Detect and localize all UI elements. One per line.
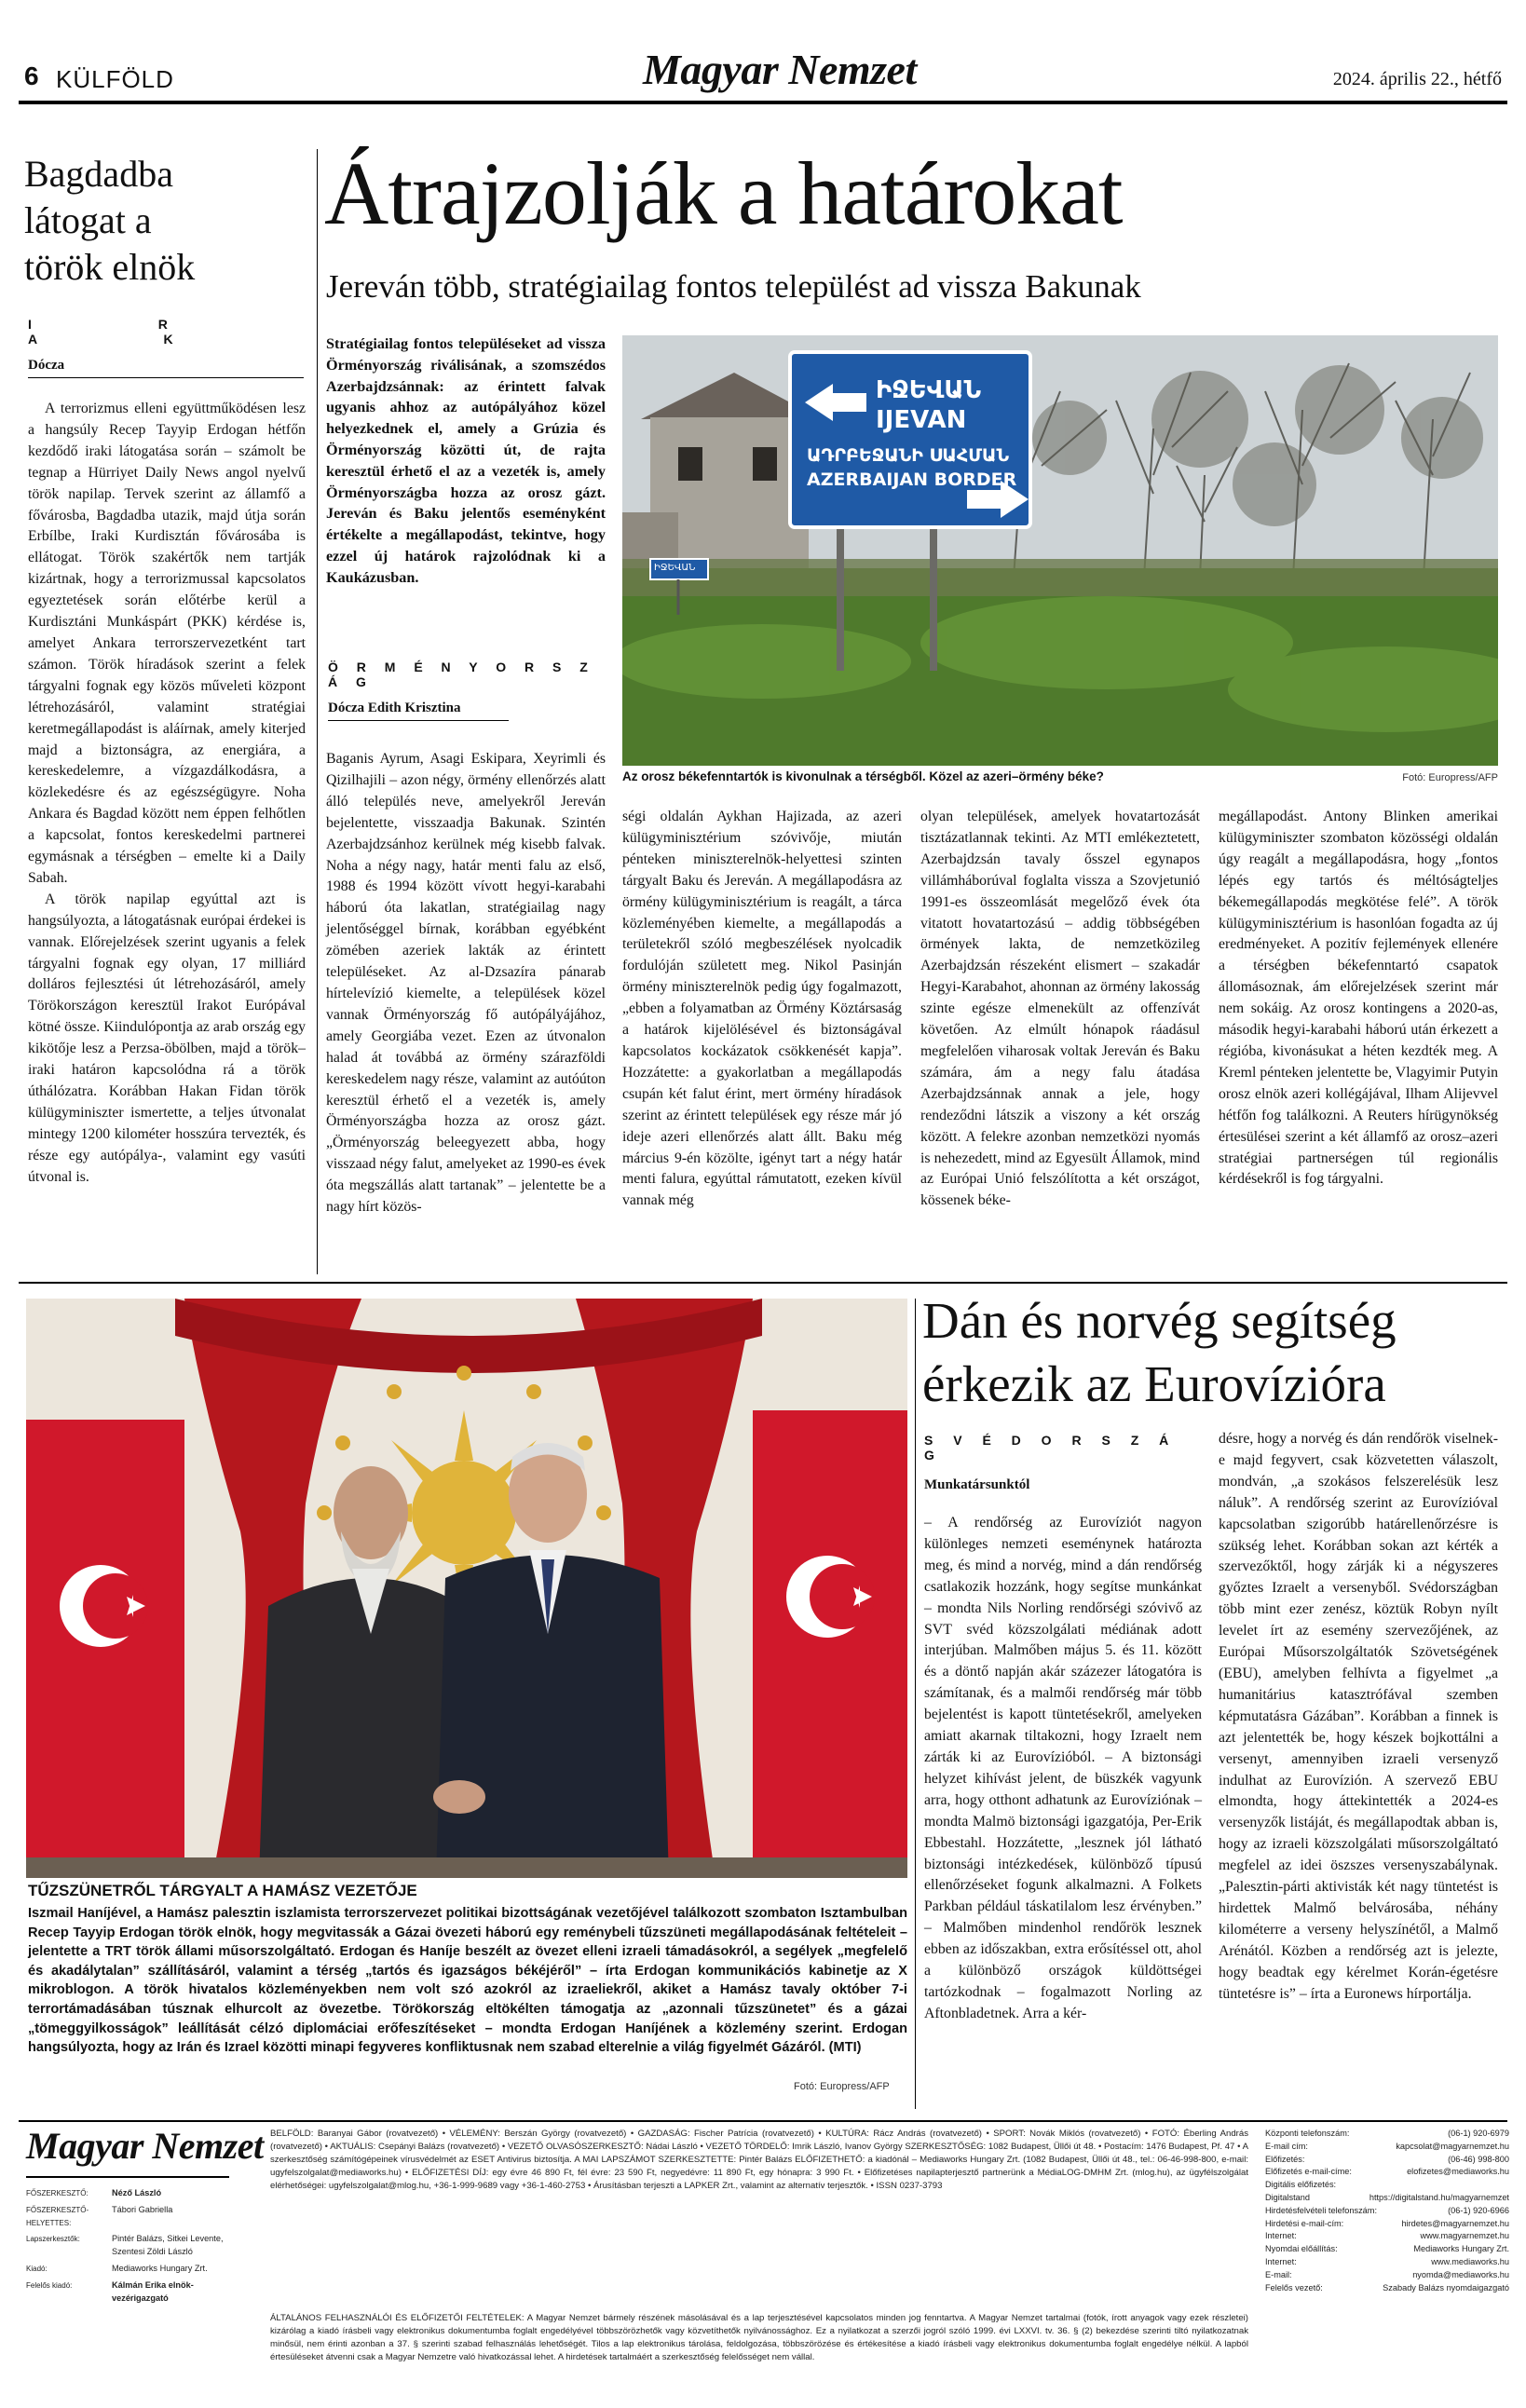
role-label: FŐSZERKESZTŐ: — [26, 2189, 89, 2197]
contact-row — [1265, 2166, 1509, 2179]
sign-photo-scene — [622, 335, 1498, 766]
role-value: Mediaworks Hungary Zrt. — [112, 2263, 208, 2273]
sign-photo-caption: Az orosz békefenntartók is kivonulnak a térségből. Közel az azeri–örmény béke? — [622, 769, 1104, 783]
photo-scene — [26, 1299, 907, 1878]
contact-label: Központi telefonszám: — [1265, 2129, 1350, 2138]
contact-row — [1265, 2269, 1509, 2282]
mid-rule — [19, 1282, 1507, 1284]
euro-divider — [915, 1299, 916, 2109]
contact-label: Internet: — [1265, 2256, 1297, 2266]
page-number: 6 — [24, 61, 39, 90]
imprint-role — [26, 2204, 250, 2230]
imprint-rule — [19, 2120, 1507, 2122]
sign-line1-latin: IJEVAN — [876, 406, 967, 434]
sidebar-paragraph: A terrorizmus elleni együttműködésen lesz a hangsúly Recep Tayyip Erdogan hétfőn kezdődő iraki látogatása során – számolt be tegnap a Hürriyet Daily News angol nyelvű török napilap. Tervek szerint az államfő a fővárosba, Bagdadba utazik, majd útja során Erbílbe, Iraki Kurdisztán fővárosába is ellátogat. Török szakértők nem tartják kizártnak, hogy a terrorizmussal kapcsolatos egyeztetések során előtérbe kerül a Kurdisztáni Munkáspárt (PKK) kérdése is, amelyet Ankara terrorszervezetként tart számon. Török híradások szerint a felek tárgyalni fognak egy közös műveleti központ létrehozásáról, valamint stratégiai keretmegállapodást is aláírnak, amely kiterjed majd a biztonságra, az energiára, a kereskedelemre, a vízgazdálkodásra, a közlekedésre és az egészségügyre. Noha Ankara és Bagdad között nem éppen felhőtlen a kapcsolat, fontos kereskedelmi partnerei egymásnak a térségben – emelte ki a Daily Sabah. — [28, 401, 306, 886]
main-column-1: Baganis Ayrum, Asagi Eskipara, Xeyrimli és Qizilhajili – azon négy, örmény ellenőrzés alatt álló település neve, amelyekről Jereván bejelentette, visszaadja Bakunak. Szintén Azerbajdzsánhoz kerülnek még kisebb falvak. Noha a négy nagy, határ menti falu az első, 1988 és 1994 között vívott hegyi-karabahi háború óta lakatlan, stratégiailag nagy jelentőséggel bírnak, korábban egyébként zömében azeriek lakták az érintett településeket. Az al-Dzsazíra pánarab hírtelevízió kiemelte, a települések közel vannak Örményország fő autópályájához, amely Georgiába vezet. Ezen az útvonalon halad át továbbá az örmény szárazföldi kereskedelem nagy része, valamint az autóúton keresztül érhető el a vezeték is, amely Örményországba hozza az orosz gázt. „Örményország beleegyezett abba, hogy visszaad négy falut, amelyeket az 1990-es évek óta megszállás alatt tartanak” – jelentette be a nagy hírt közös- — [326, 751, 606, 1216]
euro-byline: Munkatársunktól — [924, 1477, 1030, 1492]
contact-value: hirdetes@magyarnemzet.hu — [1401, 2218, 1509, 2228]
issue-date: 2024. április 22., hétfő — [1332, 69, 1502, 89]
sign-line2-armenian: ԱԴՐԲԵՋԱՆԻ ՍԱՀՄԱՆ — [807, 445, 1010, 466]
contact-label: Előfizetés e-mail-címe: — [1265, 2167, 1352, 2177]
imprint-logo-rule — [26, 2176, 229, 2178]
contact-label: E-mail cím: — [1265, 2141, 1308, 2151]
role-value: Tábori Gabriella — [112, 2204, 173, 2214]
main-lead: Stratégiailag fontos településeket ad vissza Örményország riválisának, a szomszédos Azerbajdzsánnak: az érintett falvak ugyanis ahhoz az autópályához közel helyezkednek el, amely a Grúzia és Örményország közötti út, de rajta keresztül érhető el az a vezeték is, amely Örményországba hozza az orosz gázt. Jereván és Baku jelentős eseményként értékelte a megállapodást, tekintve, hogy ezzel új határok rajzolódnak ki a Kaukázusban. — [326, 335, 606, 586]
role-value: Néző László — [112, 2188, 162, 2197]
sidebar-byline: Dócza — [28, 358, 304, 378]
role-label: FŐSZERKESZTŐ-HELYETTES: — [26, 2205, 89, 2227]
sign-line2-latin: AZERBAIJAN BORDER — [807, 469, 1017, 490]
contact-value: (06-1) 920-6966 — [1448, 2205, 1509, 2215]
contact-row — [1265, 2218, 1509, 2231]
contact-label: Digitalstand — [1265, 2192, 1311, 2202]
contact-value: www.mediaworks.hu — [1431, 2256, 1509, 2266]
euro-headline: Dán és norvég segítség érkezik az Eurovízióra — [922, 1292, 1397, 1412]
small-sign-text: ԻՋԵՎԱՆ — [654, 563, 696, 573]
imprint-role — [26, 2279, 250, 2306]
imprint-logo: Magyar Nemzet — [26, 2125, 264, 2167]
imprint-contacts — [1265, 2128, 1509, 2294]
contact-row — [1265, 2243, 1509, 2256]
contact-label: Hirdetésfelvételi telefonszám: — [1265, 2205, 1378, 2215]
photo-story-body: Iszmail Haníjével, a Hamász palesztin iszlamista terrorszervezet politikai bizottságának vezetőjével találkozott szombaton Isztambulban Recep Tayyip Erdogan török elnök, hogy megvitassák a Gázai övezeti háború egy reménybeli tűzszüneti megállapodásának feltételeit – jelentette a TRT török állami műsorszolgáltató. Erdogan és Haníje beszélt az övezet elleni izraeli támadásokról, a segélyek „megfelelő és akadálytalan” szállításáról, valamint a térség „tartós és igazságos békéjéről” – írta Erdogan kommunikációs kabinetje az X mikroblogon. A török hivatalos közleményekben nem volt szó azokról az izraeliekről, akiket a Hamász tavaly október 7-i terrortámadásában túsznak elhurcolt az övezetbe. Törökország eltökélten támogatja az „azonnali tűzszünetet” és a gázai „tömeggyilkosságok” leállítását célzó diplomáciai erőfeszítéseket – mondta Erdogan Haníjének a közlemény szerint. Erdogan hangsúlyozta, hogy az Irán és Izrael közötti minapi fegyveres konfliktusnak nem szabad elterelnie a világ figyelmét Gázáról. (MTI) — [28, 1906, 907, 2056]
contact-value: www.magyarnemzet.hu — [1420, 2231, 1509, 2241]
sidebar-divider — [317, 149, 318, 1274]
sign-line1-armenian: ԻՋԵՎԱՆ — [876, 376, 982, 404]
role-value: Pintér Balázs, Sitkei Levente, Szentesi Zöldi László — [112, 2234, 224, 2257]
main-column-4: megállapodást. Antony Blinken amerikai külügyminiszter szombaton közösségi oldalán úgy reagált a megállapodásra, hogy „fontos lépés egy tartós és méltóságteljes békemegállapodás megkötése felé”. A török külügyminisztérium is hasonlóan fogadta az új eredményeket. A pozitív fejlemények ellenére a térségben békefenntartó csapatok állomásoznak, ám előrejelzések szerint már nem sokáig. Az orosz kontingens a 2020-as, második hegyi-karabahi háború után érkezett a régióba, kivonásukat a héten kezdték meg. A Kreml pénteken jelentette be, Vlagyimir Putyin orosz elnök azeri kollégájával, Ilham Alijevvel hétfőn fog találkozni. A Reuters hírügynökség értesülései szerint a két államfő az orosz–azeri stratégiai partnerségen túl regionális kérdésekről is fog tárgyalni. — [1219, 809, 1498, 1188]
imprint-terms: ÁLTALÁNOS FELHASZNÁLÓI ÉS ELŐFIZETŐI FELTÉTELEK: A Magyar Nemzet bármely részének másolásával és a lap terjesztésével kapcsolatos minden jog fenntartva. A Magyar Nemzet tartalmai (fotók, írott anyagok vagy ezek részletei) kizárólag a kiadó írásbeli vagy elektronikus dokumentumba foglalt engedélyével többszörözhetők vagy közvetíthetők nyilvánossághoz. Ez a nyilatkozat a szerzői jogról szóló 1999. évi LXXVI. tv. 36. § (2) bekezdése szerinti tiltó nyilatkozatnak minősül, nem érinti azonban a 37. § szerinti szabad felhasználás lehetőségét. Tilos a lap elektronikus tárolása, feldolgozása, többszörözése és értékesítése a kiadó írásbeli vagy elektronikus dokumentumba foglalt engedélye nélkül. A lapból értesüléseket átvenni csak a Magyar Nemzetre való hivatkozással lehet. A hirdetések tartalmáért a szerkesztőség felelősséget nem vállal. — [270, 2313, 1248, 2362]
contact-row — [1265, 2205, 1509, 2218]
contact-row — [1265, 2282, 1509, 2295]
euro-column-1: – A rendőrség az Eurovíziót nagyon különleges nemzeti eseménynek határozta meg, és mind a norvég, mind a dán rendőrség csatlakozik hozzánk, hogy segítse munkánkat – mondta Nils Norling rendőrségi szóvivő az SVT svéd közszolgálati médiának adott interjúban. Malmőben május 5. és 11. között és a döntő napján akár százezer látogatóra is számítanak, és a malmői rendőrség már több bejelentést is kapott tüntetésekről, amelyeken amiatt akarnak tiltakozni, hogy Izraelt nem zárták ki az Eurovízióból. – A biztonsági helyzet kihívást jelent, de büszkék vagyunk arra, hogy otthont adhatunk az Eurovíziónak – mondta Malmö biztonsági igazgatója, Per-Erik Ebbestahl. Hozzátette, „lesznek jól látható biztonsági intézkedések, különböző típusú ellenőrzéseket fogunk alkalmazni. A Folkets Parkban például táskatilalom lesz érvényben.” – Malmőben mindenhol rendőrök lesznek ebben az időszakban, extra erősítéssel ott, ahol a különböző országok küldöttségei tartózkodnak – fogalmazott Norling az Aftonbladetnek. Arra a kér- — [924, 1515, 1202, 2021]
contact-row — [1265, 2179, 1509, 2192]
main-byline: Dócza Edith Krisztina — [328, 701, 509, 721]
contact-row — [1265, 2256, 1509, 2269]
role-label: Kiadó: — [26, 2264, 48, 2273]
imprint-role — [26, 2233, 250, 2259]
main-headline: Átrajzolják a határokat — [324, 143, 1123, 243]
imprint-role — [26, 2187, 250, 2200]
main-column-3: olyan települések, amelyek hovatartozását tisztázatlannak tekinti. Az MTI emlékeztetett, Azerbajdzsán tavaly ősszel egynapos villámháborúval foglalta vissza a Szovjetunió 1991-es összeomlását megelőző évek óta vitatott hovatartozású – addig többségében örmények lakta, de nemzetközileg Azerbajdzsán részeként elismert – szakadár Hegyi-Karabahot, ahonnan az örmény lakosság szinte egésze elmenekült az offenzívát követően. Az elmúlt hónapok ráadásul megfelelően viharosak voltak Jereván és Baku számára, ám a negy falu átadása Azerbajdzsánnak annak a jele, hogy rendeződni látszik a viszony a két ország között. A felekre azonban nemzetközi nyomás is nehezedett, mind az Egyesült Államok, mind az Európai Unió felszólította a két országot, kössenek béke- — [920, 809, 1200, 1209]
contact-row — [1265, 2128, 1509, 2141]
imprint-roles — [26, 2187, 250, 2305]
header-rule — [19, 101, 1507, 104]
contact-row — [1265, 2141, 1509, 2154]
contact-label: Felelős vezető: — [1265, 2282, 1323, 2292]
contact-value: https://digitalstand.hu/magyarnemzet — [1369, 2192, 1509, 2202]
imprint-editors: BELFÖLD: Baranyai Gábor (rovatvezető) • VÉLEMÉNY: Berszán György (rovatvezető) • GAZDASÁG: Fischer Patrícia (rovatvezető) • KULTÚRA: Rácz András (rovatvezető) • SPORT: Novák Miklós (rovatvezető) • FOTÓ: Éberling András (rovatvezető) • AKTUÁLIS: Csepányi Balázs (rovatvezető) • VEZETŐ OLVASÓSZERKESZTŐ: Nádai László • VEZETŐ TÖRDELŐ: Imrik László, Ivanov György SZERKESZTŐSÉG: 1082 Budapest, Üllői út 48. • Postacím: 1476 Budapest, Pf. 47 • A szerkesztőség számítógépeinek vírusvédelmét az ESET Antivirus biztosítja. A MAI LAPSZÁMOT SZERKESZTETTE: Pintér Balázs ELŐFIZETHETŐ: a kiadónál – Mediaworks Hungary Zrt. (1082 Budapest, Üllői út 48., tel.: 06-46-998-800, e-mail: ugyfelszolgalat@mediaworks.hu) • ELŐFIZETÉSI DÍJ: egy évre 46 890 Ft, fél évre: 23 590 Ft, negyedévre: 11 890 Ft, egy hónapra: 3 990 Ft. • Előfizetéses napilapterjesztő partnerünk a MédiaLOG-DMHM Zrt. (mlog.hu), az ügyfélszolgálat elérhetőségei: ugyfelszolgalat@mlog.hu, +36-1-999-9689 vagy +36-1-460-2753 • Árusításban terjeszti a LAPKER Zrt., valamint az alternatív terjesztők. • ISSN 0237-3793 — [270, 2129, 1248, 2191]
role-label: Felelős kiadó: — [26, 2280, 73, 2290]
contact-label: Internet: — [1265, 2231, 1297, 2241]
contact-row — [1265, 2154, 1509, 2167]
ijevan-sign-photo — [622, 335, 1498, 766]
contact-value: Szabady Balázs nyomdaigazgató — [1383, 2282, 1509, 2292]
sidebar-paragraph: A török napilap egyúttal azt is hangsúlyozta, a látogatásnak európai érdekei is vannak. Előrejelzések szerint ugyanis a felek tárgyalni fognak egy olyan, 17 milliárd dolláros fejlesztési út létrehozásáról, amely Törökországon keresztül Irakot Európával kötné össze. Kiindulópontja az arab ország egy kikötője lesz a Perzsa-öbölben, majd a török–iraki határon kapcsolódna rá a török úthálózatra. Korábban Hakan Fidan török külügyminiszter ismertette, a teljes útvonalat mintegy 1200 kilométer hosszúra tervezték, és része egy autópálya-, valamint egy vasúti útvonal is. — [28, 891, 306, 1185]
contact-label: Nyomdai előállítás: — [1265, 2244, 1338, 2254]
contact-value: kapcsolat@magyarnemzet.hu — [1396, 2141, 1509, 2151]
contact-row — [1265, 2192, 1509, 2205]
euro-column-2: désre, hogy a norvég és dán rendőrök viselnek-e majd fegyvert, csak közvetetten válaszolt, mondván, „a szokásos felszerelésük lesz náluk”. A rendőrség szerint az Eurovízióval kapcsolatban szigorúbb határellenőrzésre is szükség lehet. Korábban sokan azt kérték a szervezőktől, hogy zárják ki a négyszeres győztes Izraelt a versenyből. Svédországban több mint ezer zenész, köztük Robyn nyílt levelet írt az esemény szervezőjének, az Európai Műsorszolgáltatók Szövetségének (EBU), amelyben felhívta a figyelmet „a humanitárius katasztrófával szemben képmutatásra Gázában”. Korábban a finnek is azt jelentették be, hogy készek bojkottálni a versenyt, amennyiben izraeli versenyző indulhat az Eurovízión. A szervező EBU elmondta, hogy áttekintették a 2024-es versenyzők listáját, és megállapodtak abban is, hogy az izraeli közszolgálati műsorszolgáltató megfelel az idei öszszes versenyszabálynak. „Palesztin-párti aktivisták két nagy tüntetést is hirdettek Malmő belvárosába, néhány kilométerre a verseny helyszínétől, a Malmő Arénától. Közben a rendőrség azt is jelezte, hogy beadtak egy kérelmet Korán-égetésre tüntetésre is” – írta a Euronews hírportálja. — [1219, 1431, 1498, 2002]
contact-value: Mediaworks Hungary Zrt. — [1413, 2244, 1509, 2254]
photo-story-title: TŰZSZÜNETRŐL TÁRGYALT A HAMÁSZ VEZETŐJE — [28, 1882, 417, 1899]
contact-label: Digitális előfizetés: — [1265, 2180, 1337, 2190]
contact-label: Hirdetési e-mail-cím: — [1265, 2218, 1344, 2228]
contact-value: elofizetes@mediaworks.hu — [1407, 2167, 1509, 2177]
main-column-2: ségi oldalán Aykhan Hajizada, az azeri külügyminisztérium szóvivője, miután pénteken miniszterelnök-helyettesi szinten tárgyalt Baku és Jereván. A megállapodásra az örmény külügyminisztérium is reagált, a tárca közleményében kiemelte, a megállapodás a területekről szóló megbeszélések nyolcadik fordulóján született meg. Nikol Pasinján örmény miniszterelnök pedig úgy fogalmazott, „ebben a folyamatban az Örmény Köztársaság a határok kijelölésével és biztonságával kapcsolatos kockázatok csökkenését kapja”. Hozzátette: a gyakorlatban a megállapodás csupán két falut érint, mert örmény híradások szerint az érintett települések egy része már jó ideje azeri ellenőrzés alatt állt. Baku még március 9-én közölte, igényt tart a négy határ menti falura, egyúttal rámutatott, ezeken kívül vannak még — [622, 809, 902, 1209]
contact-value: (06-1) 920-6979 — [1448, 2129, 1509, 2138]
masthead-logo: Magyar Nemzet — [643, 46, 917, 93]
role-label: Lapszerkesztők: — [26, 2235, 80, 2244]
imprint-role — [26, 2263, 250, 2276]
sidebar-body — [28, 399, 306, 1189]
contact-label: Előfizetés: — [1265, 2154, 1305, 2164]
contact-value: (06-46) 998-800 — [1448, 2154, 1509, 2164]
main-subheadline: Jereván több, stratégiailag fontos települést ad vissza Bakunak — [326, 268, 1141, 305]
photo-story-credit: Fotó: Europress/AFP — [794, 2081, 890, 2092]
erdogan-photo — [26, 1299, 907, 1878]
sidebar-headline: Bagdadba látogat a török elnök — [24, 153, 196, 288]
sidebar-rubric: I R A K — [28, 317, 235, 347]
contact-value: nyomda@mediaworks.hu — [1412, 2269, 1509, 2279]
contact-row — [1265, 2230, 1509, 2243]
main-rubric: Ö R M É N Y O R S Z Á G — [328, 660, 595, 689]
contact-label: E-mail: — [1265, 2269, 1292, 2279]
euro-rubric: S V É D O R S Z Á G — [924, 1433, 1178, 1462]
sign-photo-credit: Fotó: Europress/AFP — [1402, 772, 1498, 783]
role-value: Kálmán Erika elnök-vezérigazgató — [112, 2279, 194, 2303]
section-label: KÜLFÖLD — [56, 65, 174, 93]
